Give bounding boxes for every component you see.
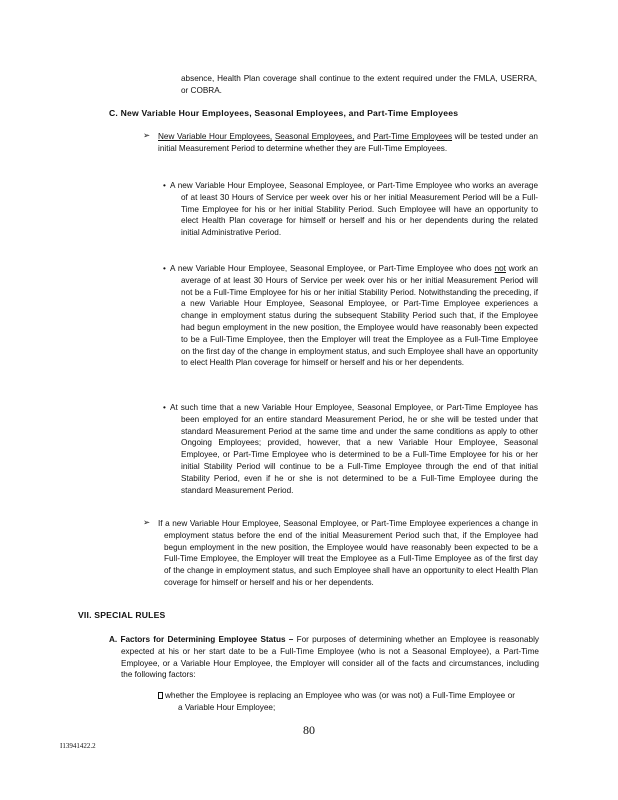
section-c-heading: C. New Variable Hour Employees, Seasonal Employees, and Part-Time Employees	[109, 108, 459, 118]
bullet-paragraph-pre: A new Variable Hour Employee, Seasonal Employee, or Part-Time Employee who does	[170, 264, 495, 273]
seasonal-employees-term: Seasonal Employees,	[274, 132, 355, 141]
page-number: 80	[303, 723, 315, 737]
bullet-icon: •	[163, 264, 166, 273]
bullet-paragraph-full-time-test	[170, 180, 538, 239]
bullet-paragraph-not-full-time	[170, 263, 538, 369]
conjunction-text: and	[354, 132, 374, 141]
arrow-bullet-icon: ➢	[143, 130, 151, 140]
bullet-icon: •	[163, 181, 166, 190]
arrow-bullet-icon: ➢	[143, 517, 151, 527]
section-vii-heading: VII. SPECIAL RULES	[78, 610, 166, 620]
part-time-employees-term: Part-Time Employees	[373, 132, 453, 141]
bullet-paragraph-standard-measurement	[170, 402, 538, 496]
factors-text: For purposes of determining whether an Employee is reasonably expected at his or her start date to be a Full-Time Employee (who is not a Seasonal Employee), a Part-Time Employee, or a Variable Hour Employee, the Employer will consider all of the facts and circumstances, including the following factors:	[121, 635, 539, 680]
bullet-paragraph-post: work an average of at least 30 Hours of Service per week over his or her initial Measurement Period will not be a Full-Time Employee for his or her initial Stability Period. Notwithstanding the preceding, if a new Variable Hour Employee, Seasonal Employee, or Part-Time Employee experiences a change in employment status during the subsequent Stability Period such that, if the Employee had begun employment in the new position, the Employee would have reasonably been expected to be a Full-Time Employee, then the Employer will treat the Employee as a Full-Time Employee on the first day of the change in employment status, and such Employee shall have an opportunity to elect Health Plan coverage for himself or herself and his or her dependents.	[181, 264, 538, 368]
checkbox-glyph-icon	[158, 692, 163, 699]
factors-heading: A. Factors for Determining Employee Status –	[109, 635, 294, 644]
bullet-icon: •	[163, 403, 166, 412]
document-id: I13941422.2	[60, 742, 96, 750]
factors-paragraph	[109, 634, 539, 681]
change-in-status-paragraph: If a new Variable Hour Employee, Seasonal Employee, or Part-Time Employee experiences a change in employment status before the end of the initial Measurement Period such that, if the Employee had begun employment in the new position, the Employee would have reasonably been expected to be a Full-Time Employee, the Employer will treat the Employee as a Full-Time Employee as of the first day of the change in employment status, and such Employee shall have an opportunity to elect Health Plan coverage for himself or herself and his or her dependents.	[158, 519, 538, 587]
bullet-paragraph-text: A new Variable Hour Employee, Seasonal Employee, or Part-Time Employee who works an average of at least 30 Hours of Service per week over his or her initial Measurement Period will be a Full-Time Employee for his or her initial Stability Period. Such Employee will have an opportunity to elect Health Plan coverage for himself or herself and his or her dependents during the related initial Administrative Period.	[170, 181, 538, 238]
section-c-intro-paragraph	[158, 131, 538, 155]
not-emphasis: not	[494, 264, 506, 273]
new-variable-hour-employees-term: New Variable Hour Employees,	[158, 132, 273, 141]
section-c-intro-rest: will be tested under an initial Measurement Period to determine whether they are Full-Time Employees.	[158, 132, 538, 153]
bullet-paragraph-text: At such time that a new Variable Hour Employee, Seasonal Employee, or Part-Time Employee has been employed for an entire standard Measurement Period, he or she will be tested under that standard Measurement Period at the same time and under the same conditions as apply to other Ongoing Employees; provided, however, that a new Variable Hour Employee, Seasonal Employee, or Part-Time Employee who is determined to be a Full-Time Employee for his or her initial Stability Period will continue to be a Full-Time Employee through the end of that initial Stability Period, even if he or she is not determined to be a Full-Time Employee during the standard Measurement Period.	[170, 403, 538, 495]
intro-paragraph: absence, Health Plan coverage shall continue to the extent required under the FMLA, USERRA, or COBRA.	[181, 74, 537, 95]
factor-replacing-employee: whether the Employee is replacing an Employee who was (or was not) a Full-Time Employee or a Variable Hour Employee;	[165, 691, 515, 712]
